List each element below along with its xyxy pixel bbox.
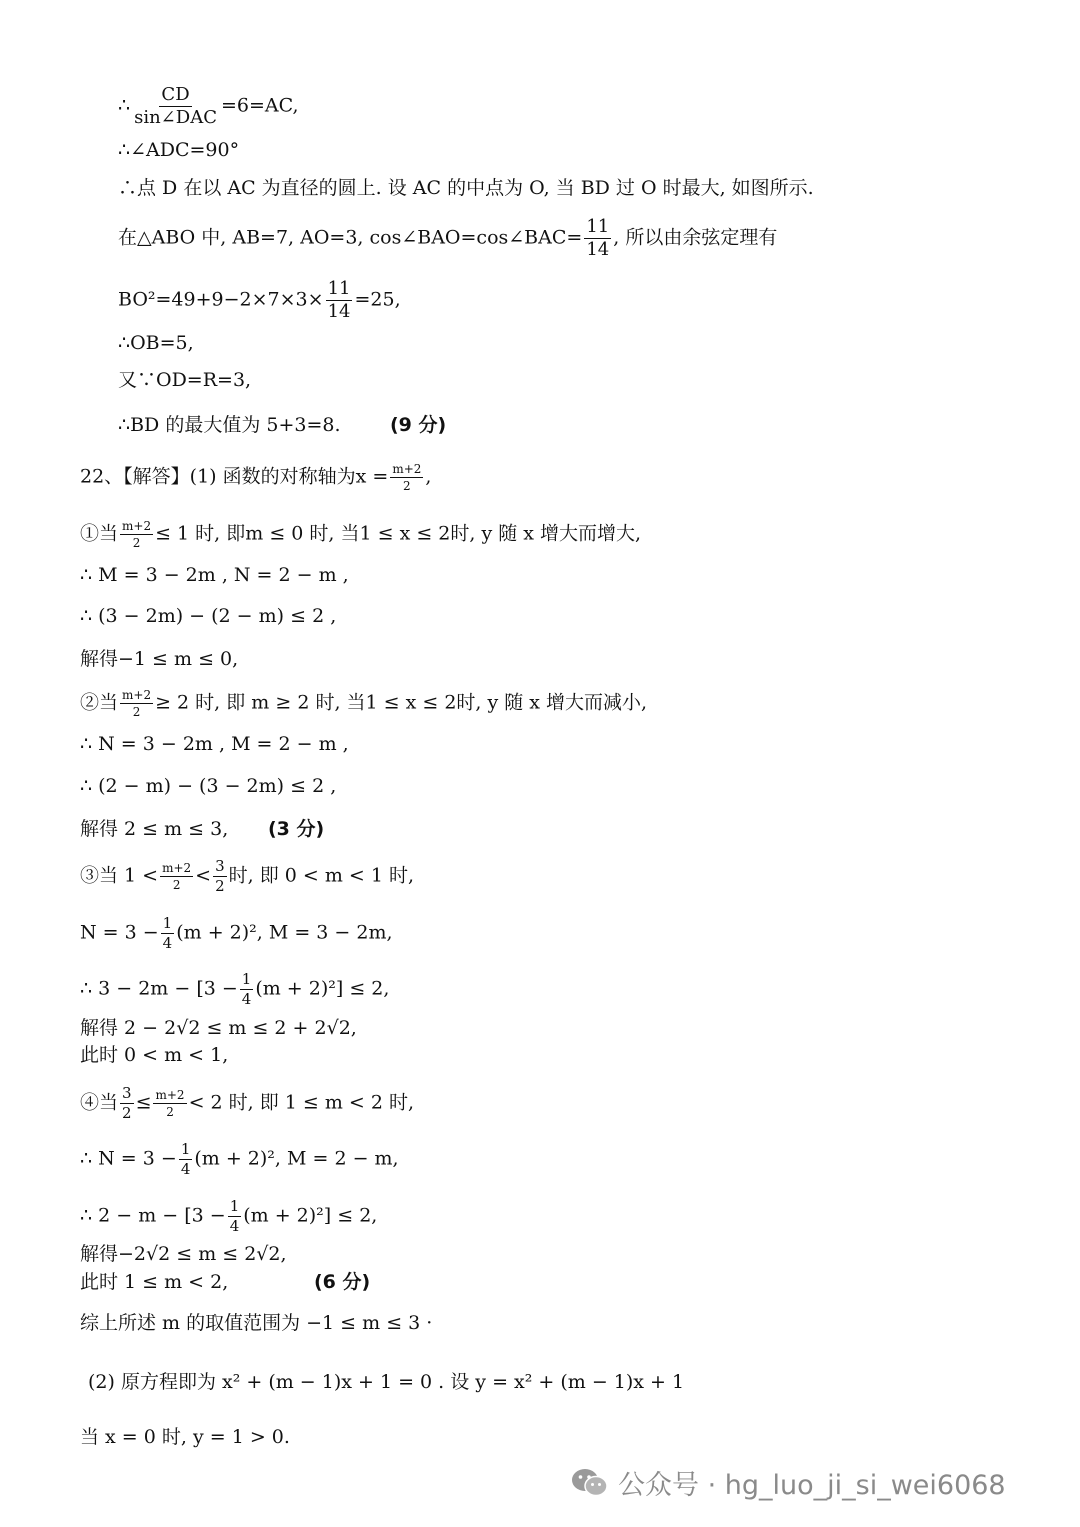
solution-line: ∴ N = 3 − 2m , M = 2 − m , (80, 733, 349, 755)
text: 在△ABO 中, AB=7, AO=3, cos∠BAO=cos∠BAC= (118, 226, 583, 249)
text: ∴ 2 − m − [3 − (80, 1204, 226, 1227)
fraction-denominator: 2 (172, 878, 181, 892)
solution-line (118, 413, 341, 437)
solution-line: 解得−2√2 ≤ m ≤ 2√2, (80, 1243, 287, 1265)
text: , 所以由余弦定理有 (613, 226, 778, 249)
fraction-denominator: 4 (180, 1160, 191, 1178)
text: ≥ 2 时, 即 m ≥ 2 时, 当1 ≤ x ≤ 2时, y 随 x 增大而减小, (155, 691, 648, 714)
fraction-numerator: 1 (229, 1197, 240, 1215)
solution-line: 此时 1 ≤ m < 2, (80, 1271, 229, 1293)
text: ∴ 3 − 2m − [3 − (80, 977, 238, 1000)
watermark (570, 1463, 1006, 1502)
text: ③当 1 < (80, 864, 159, 887)
fraction-denominator: 2 (215, 877, 225, 895)
solution-line (80, 859, 414, 894)
fraction-denominator: 2 (166, 1105, 174, 1119)
solution-line: ∴OB=5, (118, 332, 194, 354)
fraction-denominator: 2 (403, 479, 411, 493)
wechat-icon (570, 1467, 610, 1499)
fraction-denominator: 4 (229, 1217, 240, 1235)
solution-line: ∴ M = 3 − 2m , N = 2 − m , (80, 564, 349, 586)
text: (m + 2)², M = 3 − 2m, (176, 921, 393, 944)
fraction-numerator: 11 (327, 278, 351, 299)
fraction (153, 1089, 186, 1118)
solution-line (80, 1086, 414, 1121)
solution-line (80, 916, 393, 951)
solution-line (118, 86, 299, 127)
fraction-numerator: 1 (180, 1140, 191, 1158)
solution-line (118, 280, 401, 321)
fraction (228, 1199, 242, 1234)
fraction-numerator: 1 (162, 914, 173, 932)
fraction (161, 916, 175, 951)
fraction (120, 1086, 134, 1121)
text: ②当 (80, 691, 119, 714)
fraction (240, 972, 254, 1007)
fraction-numerator: m+2 (122, 519, 152, 533)
fraction-denominator: 2 (132, 705, 141, 719)
fraction (213, 859, 227, 894)
solution-line: 此时 0 < m < 1, (80, 1044, 229, 1066)
solution-line: ∴ (2 − m) − (3 − 2m) ≤ 2 , (80, 775, 337, 797)
solution-line: ∴∠ADC=90° (118, 139, 240, 161)
fraction (584, 218, 611, 259)
fraction-denominator: 14 (327, 301, 351, 322)
solution-line: ∴点 D 在以 AC 为直径的圆上. 设 AC 的中点为 O, 当 BD 过 O 时最大, 如图所示. (118, 177, 814, 199)
fraction-denominator: 2 (122, 1104, 132, 1122)
text: 时, 即 0 < m < 1 时, (228, 864, 415, 887)
text: ∴ N = 3 − (80, 1147, 177, 1170)
text: , (425, 465, 432, 488)
solution-line (80, 463, 431, 492)
fraction-numerator: 3 (215, 857, 225, 875)
fraction-denominator: 4 (241, 990, 252, 1008)
therefore-symbol: ∴ (118, 94, 131, 117)
score-label: (9 分) (390, 414, 447, 436)
score-label: (3 分) (268, 818, 325, 840)
solution-line: 又∵OD=R=3, (118, 369, 252, 391)
fraction-numerator: 3 (122, 1084, 132, 1102)
solution-line: 解得 2 − 2√2 ≤ m ≤ 2 + 2√2, (80, 1017, 357, 1039)
solution-line (80, 972, 389, 1007)
fraction (120, 689, 153, 718)
text: ∴BD 的最大值为 5+3=8. (118, 414, 341, 436)
text: (m + 2)²] ≤ 2, (243, 1204, 378, 1227)
text: ①当 (80, 522, 119, 545)
solution-line: 综上所述 m 的取值范围为 −1 ≤ m ≤ 3 · (80, 1312, 433, 1334)
fraction-denominator: 4 (162, 934, 173, 952)
text: =25, (354, 288, 401, 311)
fraction (390, 463, 423, 492)
solution-line (80, 689, 647, 718)
fraction-denominator: sin∠DAC (134, 107, 217, 128)
fraction (120, 520, 153, 549)
solution-line (80, 520, 641, 549)
text: < (195, 864, 212, 887)
text: 22、【解答】(1) 函数的对称轴为x = (80, 465, 389, 488)
text: ④当 (80, 1091, 119, 1114)
fraction-numerator: 11 (586, 216, 610, 237)
text: ≤ 1 时, 即m ≤ 0 时, 当1 ≤ x ≤ 2时, y 随 x 增大而增大, (155, 522, 642, 545)
fraction-numerator: 1 (241, 970, 252, 988)
solution-line: 解得−1 ≤ m ≤ 0, (80, 648, 239, 670)
text: < 2 时, 即 1 ≤ m < 2 时, (188, 1091, 415, 1114)
fraction-numerator: m+2 (122, 688, 152, 702)
fraction-numerator: CD (161, 84, 190, 105)
solution-line: 解得 2 ≤ m ≤ 3, (80, 818, 229, 840)
solution-line (118, 218, 777, 259)
text: (m + 2)²] ≤ 2, (255, 977, 390, 1000)
text: =6=AC, (220, 94, 299, 117)
text: ≤ (135, 1091, 152, 1114)
score-label: (6 分) (314, 1271, 371, 1293)
text: N = 3 − (80, 921, 159, 944)
fraction (326, 280, 353, 321)
solution-line (80, 1199, 377, 1234)
fraction-denominator: 2 (132, 536, 141, 550)
solution-line: 当 x = 0 时, y = 1 > 0. (80, 1426, 290, 1448)
watermark-label: 公众号 · hg_luo_ji_si_wei6068 (618, 1470, 1006, 1501)
fraction-numerator: m+2 (392, 462, 422, 476)
text: BO²=49+9−2×7×3× (118, 288, 324, 311)
fraction (179, 1142, 193, 1177)
fraction (132, 86, 219, 127)
text: (m + 2)², M = 2 − m, (194, 1147, 399, 1170)
solution-line: ∴ (3 − 2m) − (2 − m) ≤ 2 , (80, 605, 337, 627)
fraction (160, 862, 193, 891)
solution-line: (2) 原方程即为 x² + (m − 1)x + 1 = 0 . 设 y = x² + (m − 1)x + 1 (88, 1371, 685, 1393)
fraction-denominator: 14 (586, 239, 610, 260)
fraction-numerator: m+2 (155, 1088, 185, 1102)
solution-line (80, 1142, 399, 1177)
fraction-numerator: m+2 (162, 861, 192, 875)
